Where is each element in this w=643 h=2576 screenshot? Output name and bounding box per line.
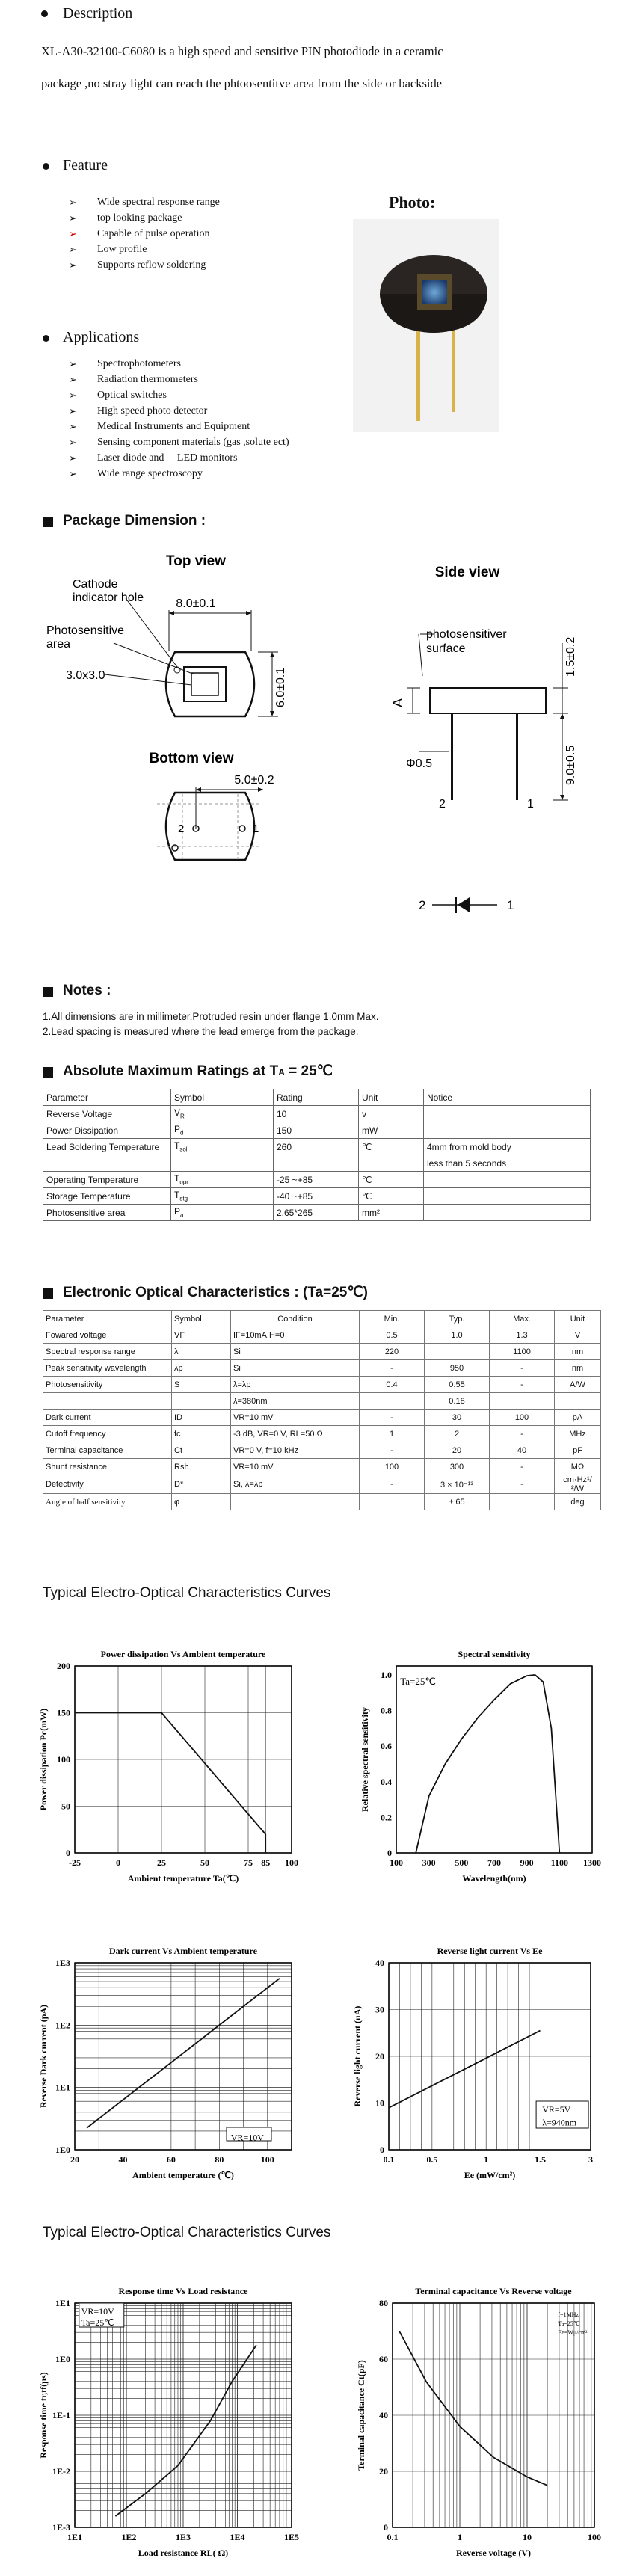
y-tick-label: 0: [380, 2145, 384, 2155]
table-row: λ=380nm 0.18: [43, 1393, 601, 1410]
table-row: Cutoff frequency fc -3 dB, VR=0 V, RL=50 Ω 1 2 - MHz: [43, 1426, 601, 1442]
list-item: ➢ Sensing component materials (gas ,solute ect): [69, 437, 289, 448]
dim-lead: 9.0±0.5: [564, 745, 577, 785]
top-view-label: Top view: [166, 553, 226, 569]
series-line: [416, 1675, 559, 1853]
side-view-label: Side view: [434, 565, 500, 580]
y-tick-label: 1E-3: [52, 2522, 70, 2533]
abs-table: [43, 1089, 591, 1221]
table-row: Shunt resistance Rsh VR=10 mV 100 300 - MΩ: [43, 1459, 601, 1475]
y-axis-label: Response time tr,tf(μs): [38, 2372, 49, 2459]
y-tick-label: 1E-2: [52, 2466, 70, 2477]
table-row: less than 5 seconds: [43, 1155, 591, 1172]
applications-heading: Applications: [63, 329, 140, 345]
y-tick-label: 1E2: [55, 2020, 70, 2031]
y-tick-label: 30: [375, 2004, 384, 2015]
list-item: ➢ Optical switches: [69, 390, 167, 401]
dim-width: 8.0±0.1: [176, 597, 216, 610]
x-tick-label: 85: [261, 1857, 271, 1868]
chart-spectral-sensitivity: [351, 1644, 621, 1898]
optical-table: [43, 1310, 601, 1510]
section-marker: [43, 1067, 53, 1078]
table-row: Dark current ID VR=10 mV - 30 100 pA: [43, 1410, 601, 1426]
table-row: Terminal capacitance Ct VR=0 V, f=10 kHz - 20 40 pF: [43, 1442, 601, 1459]
x-tick-label: 500: [455, 1857, 469, 1868]
x-tick-label: -25: [69, 1857, 81, 1868]
list-item: ➢ Wide range spectroscopy: [69, 468, 203, 479]
chart-annotation: Ta=25℃: [400, 1676, 436, 1687]
pin-1-label: 1: [253, 823, 259, 835]
x-tick-label: 0.1: [383, 2154, 395, 2165]
dim-area: 3.0x3.0: [66, 669, 105, 682]
series-line: [115, 2345, 256, 2516]
table-row: Storage Temperature $T_{stg}$ -40 ~+85 ℃: [43, 1188, 591, 1205]
x-axis-label: Ambient temperature (℃): [132, 2170, 234, 2180]
applications-list: [69, 356, 289, 482]
x-tick-label: 1E5: [283, 2532, 300, 2542]
table-row: Parameter Symbol Rating Unit Notice: [43, 1089, 591, 1106]
y-tick-label: 100: [57, 1754, 70, 1765]
pin-2-label: 2: [178, 823, 185, 835]
side-surface-label: surface: [426, 642, 466, 655]
y-tick-label: 1E0: [55, 2145, 70, 2155]
x-tick-label: 0.1: [387, 2532, 399, 2542]
y-tick-label: 10: [375, 2097, 384, 2109]
y-tick-label: 200: [57, 1661, 70, 1671]
photo-label: Photo:: [389, 193, 436, 212]
y-tick-label: 20: [375, 2051, 384, 2062]
y-tick-label: 1E1: [55, 2298, 70, 2308]
dim-pin: Φ0.5: [406, 757, 433, 770]
x-tick-label: 3: [588, 2154, 593, 2165]
feature-list: [69, 194, 220, 273]
x-axis-label: Ee (mW/cm²): [464, 2170, 516, 2180]
optical-heading: Electronic Optical Characteristics : (Ta=25℃): [63, 1285, 368, 1300]
chart-title: Response time Vs Load resistance: [118, 2286, 248, 2296]
x-axis-label: Load resistance RL( Ω): [138, 2548, 229, 2558]
x-tick-label: 1E1: [67, 2532, 83, 2542]
plot-area: [396, 1666, 592, 1853]
photodiode-photo: [353, 219, 499, 432]
x-tick-label: 100: [260, 2154, 274, 2165]
bullet: [43, 163, 49, 170]
y-axis-label: Reverse Dark current (pA): [38, 2004, 49, 2109]
list-item: ➢ Spectrophotometers: [69, 358, 181, 369]
y-tick-label: 50: [61, 1801, 70, 1812]
description-line-1: XL-A30-32100-C6080 is a high speed and sensitive PIN photodiode in a ceramic: [41, 44, 443, 58]
chart-annotation: VR=10V: [230, 2132, 264, 2143]
x-axis-label: Wavelength(nm): [462, 1873, 526, 1884]
list-item: ➢ Supports reflow soldering: [69, 259, 206, 271]
notes-heading: Notes :: [63, 983, 111, 998]
dim-a: A: [390, 698, 405, 707]
pin-2-label: 2: [419, 898, 426, 912]
y-tick-label: 20: [379, 2466, 388, 2477]
x-tick-label: 0: [116, 1857, 120, 1868]
chart-annotation: Ta=25℃: [558, 2320, 580, 2327]
x-tick-label: 50: [200, 1857, 209, 1868]
list-item: ➢ Wide spectral response range: [69, 197, 220, 208]
y-axis-label: Reverse light current (uA): [352, 2005, 363, 2107]
package-drawing: [0, 538, 643, 957]
feature-heading: Feature: [63, 157, 108, 173]
x-tick-label: 1: [458, 2532, 462, 2542]
x-tick-label: 300: [422, 1857, 436, 1868]
x-tick-label: 1E4: [230, 2532, 245, 2542]
chart-annotation: Ta=25℃: [81, 2317, 114, 2328]
table-row: Power Dissipation $P_d$ 150 mW: [43, 1122, 591, 1139]
pin-2-label: 2: [439, 798, 446, 811]
dim-height: 6.0±0.1: [274, 667, 287, 707]
chart-dark-current: [30, 1944, 314, 2198]
x-tick-label: 1E3: [175, 2532, 191, 2542]
chart-title: Power dissipation Vs Ambient temperature: [100, 1649, 266, 1659]
x-tick-label: 1.5: [535, 2154, 546, 2165]
y-axis-label: Relative spectral sensitivity: [360, 1707, 370, 1812]
list-item: ➢ top looking package: [69, 212, 182, 224]
curves-heading: Typical Electro-Optical Characteristics Curves: [43, 1585, 331, 1601]
chart-title: Terminal capacitance Vs Reverse voltage: [415, 2286, 572, 2296]
table-row: Parameter Symbol Condition Min. Typ. Max. Unit: [43, 1311, 601, 1327]
cathode-label: indicator hole: [73, 591, 144, 604]
list-item: ➢ Laser diode and LED monitors: [69, 452, 238, 464]
chart-annotation: VR=5V: [542, 2104, 571, 2115]
table-row: Detectivity D* Si, λ=λp - 3 × 10⁻¹³ - cm·Hz¹/²/W: [43, 1475, 601, 1494]
x-tick-label: 900: [520, 1857, 534, 1868]
x-tick-label: 100: [285, 1857, 298, 1868]
x-tick-label: 10: [523, 2532, 532, 2542]
side-surface-label: photosensitiver: [426, 628, 507, 641]
y-tick-label: 1E0: [55, 2354, 70, 2364]
chart-annotation: Ee=Wμ/cm²: [558, 2329, 588, 2336]
y-tick-label: 1.0: [381, 1669, 392, 1680]
y-tick-label: 0: [384, 2522, 388, 2533]
list-item: ➢ Capable of pulse operation: [69, 228, 210, 239]
bullet: [43, 335, 49, 342]
y-axis-label: Terminal capacitance Ct(pF): [356, 2360, 366, 2471]
y-axis-label: Power dissipation Pc(mW): [38, 1708, 49, 1811]
x-axis-label: Ambient temperature Ta(℃): [127, 1873, 239, 1884]
abs-heading: Absolute Maximum Ratings at TA = 25℃: [63, 1063, 333, 1079]
x-tick-label: 1300: [583, 1857, 601, 1868]
table-row: Photosensitive area $P_a$ 2.65*265 mm²: [43, 1205, 591, 1221]
photosensitive-label: Photosensitive: [46, 624, 125, 637]
y-tick-label: 0.8: [381, 1705, 392, 1716]
series-line: [75, 1713, 265, 1854]
chart-light-current: [351, 1944, 621, 2198]
bottom-view-label: Bottom view: [149, 751, 234, 766]
table-row: Angle of half sensitivity φ ± 65 deg: [43, 1494, 601, 1510]
bullet: [41, 10, 48, 17]
note-2: 2.Lead spacing is measured where the lead emerge from the package.: [43, 1026, 359, 1037]
note-1: 1.All dimensions are in millimeter.Protruded resin under flange 1.0mm Max.: [43, 1011, 379, 1022]
x-tick-label: 40: [118, 2154, 128, 2165]
x-tick-label: 60: [166, 2154, 176, 2165]
dim-pitch: 5.0±0.2: [234, 774, 274, 787]
chart-title: Reverse light current Vs Ee: [437, 1946, 543, 1956]
cathode-label: Cathode: [73, 578, 118, 591]
chart-annotation: λ=940nm: [542, 2117, 577, 2128]
y-tick-label: 0: [66, 1848, 70, 1858]
chart-terminal-capacitance: [351, 2277, 621, 2572]
table-row: Operating Temperature $T_{opr}$ -25 ~+85 ℃: [43, 1172, 591, 1188]
table-row: Fowared voltage VF IF=10mA,H=0 0.5 1.0 1.3 V: [43, 1327, 601, 1344]
y-tick-label: 1E-1: [52, 2410, 70, 2420]
table-row: Peak sensitivity wavelength λp Si - 950 - nm: [43, 1360, 601, 1377]
y-tick-label: 60: [379, 2354, 388, 2364]
series-line: [399, 2331, 547, 2486]
dim-thickness: 1.5±0.2: [564, 636, 577, 677]
description-line-2: package ,no stray light can reach the phtoosentitve area from the side or backside: [41, 76, 443, 90]
x-tick-label: 0.5: [426, 2154, 438, 2165]
package-heading: Package Dimension :: [63, 513, 206, 529]
y-tick-label: 0: [387, 1848, 392, 1858]
y-tick-label: 40: [379, 2410, 388, 2420]
x-tick-label: 20: [70, 2154, 79, 2165]
chart-power-dissipation: [37, 1644, 322, 1898]
y-tick-label: 1E3: [55, 1958, 70, 1968]
x-tick-label: 75: [244, 1857, 253, 1868]
x-tick-label: 700: [487, 1857, 501, 1868]
x-tick-label: 1E2: [121, 2532, 137, 2542]
table-row: Lead Soldering Temperature $T_{sol}$ 260 ℃ 4mm from mold body: [43, 1139, 591, 1155]
chart-response-time: [30, 2277, 314, 2572]
section-marker: [43, 987, 53, 997]
table-row: Spectral response range λ Si 220 1100 nm: [43, 1344, 601, 1360]
x-tick-label: 100: [390, 1857, 403, 1868]
pin-1-label: 1: [527, 798, 534, 811]
plot-area: [75, 1963, 292, 2150]
y-tick-label: 0.4: [381, 1776, 392, 1787]
chart-title: Dark current Vs Ambient temperature: [109, 1946, 257, 1956]
curves-heading: Typical Electro-Optical Characteristics Curves: [43, 2225, 331, 2240]
photosensitive-label: area: [46, 638, 71, 651]
y-tick-label: 0.6: [381, 1741, 392, 1752]
y-tick-label: 150: [57, 1707, 70, 1718]
y-tick-label: 1E1: [55, 2082, 70, 2093]
x-tick-label: 80: [215, 2154, 224, 2165]
x-tick-label: 100: [588, 2532, 601, 2542]
chart-annotation: VR=10V: [81, 2306, 114, 2317]
y-tick-label: 40: [375, 1958, 384, 1968]
table-row: Reverse Voltage $V_R$ 10 v: [43, 1106, 591, 1122]
x-tick-label: 25: [157, 1857, 166, 1868]
chart-annotation: f=1MHz: [558, 2311, 579, 2318]
y-tick-label: 0.2: [381, 1812, 392, 1823]
table-row: Photosensitivity S λ=λp 0.4 0.55 - A/W: [43, 1377, 601, 1393]
pin-1-label: 1: [507, 898, 514, 912]
list-item: ➢ Medical Instruments and Equipment: [69, 421, 250, 432]
description-heading: Description: [63, 5, 133, 22]
x-tick-label: 1100: [550, 1857, 569, 1868]
x-tick-label: 1: [484, 2154, 489, 2165]
list-item: ➢ High speed photo detector: [69, 405, 208, 416]
series-line: [87, 1979, 280, 2128]
section-marker: [43, 517, 53, 527]
chart-title: Spectral sensitivity: [458, 1649, 531, 1659]
section-marker: [43, 1288, 53, 1299]
list-item: ➢ Low profile: [69, 244, 147, 255]
list-item: ➢ Radiation thermometers: [69, 374, 198, 385]
y-tick-label: 80: [379, 2298, 388, 2308]
x-axis-label: Reverse voltage (V): [456, 2548, 531, 2558]
